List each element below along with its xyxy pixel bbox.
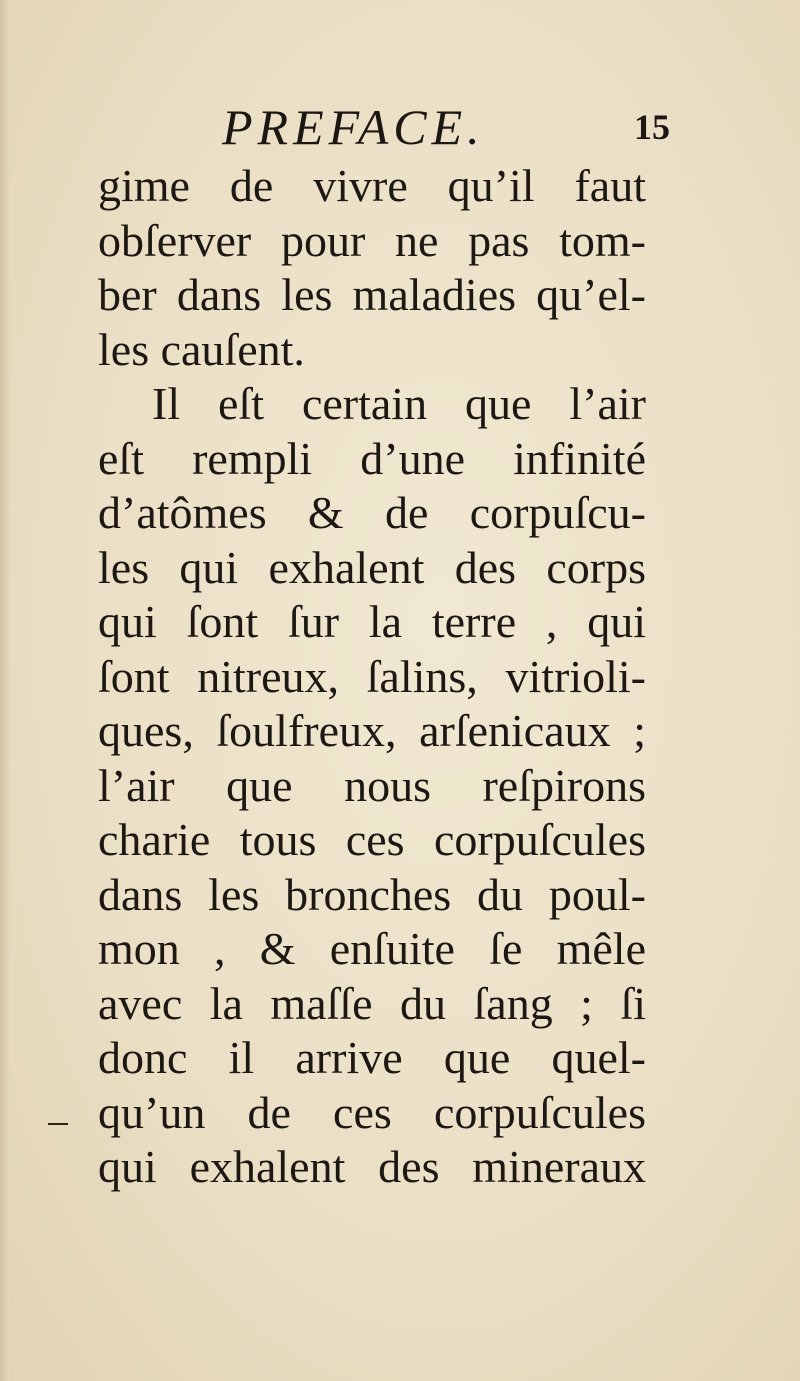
- text-line: gime de vivre qu’il faut: [98, 160, 646, 211]
- page-number: 15: [634, 107, 670, 147]
- text-line: ques, ſoulfreux, arſenicaux ;: [98, 705, 646, 756]
- paragraph-first-line: Il eſt certain que l’air: [152, 378, 646, 429]
- text-line: donc il arrive que quel-: [98, 1032, 646, 1083]
- text-line: ber dans les maladies qu’el-: [98, 269, 646, 320]
- text-line: dans les bronches du poul-: [98, 868, 646, 920]
- text-line: d’atômes & de corpuſcu-: [98, 487, 646, 538]
- running-title: PREFACE.: [222, 99, 485, 155]
- margin-mark: [48, 1123, 68, 1125]
- page-gutter: [0, 0, 10, 1381]
- text-line: ſont nitreux, ſalins, vitrioli-: [98, 650, 646, 702]
- text-line: eſt rempli d’une infinité: [98, 432, 646, 484]
- text-line: mon , & enſuite ſe mêle: [98, 923, 646, 974]
- page-header: [200, 98, 670, 158]
- text-line: charie tous ces corpuſcules: [98, 814, 646, 865]
- text-line: qui exhalent des mineraux: [98, 1141, 646, 1192]
- text-line: les qui exhalent des corps: [98, 541, 646, 593]
- text-line: obſerver pour ne pas tom-: [98, 214, 646, 266]
- text-line: l’air que nous reſpirons: [98, 759, 646, 811]
- text-line: qui ſont ſur la terre , qui: [98, 596, 646, 647]
- text-line: les cauſent.: [98, 323, 305, 375]
- text-line: qu’un de ces corpuſcules: [98, 1086, 646, 1138]
- text-line: avec la maſſe du ſang ; ſi: [98, 977, 646, 1029]
- body-text: [98, 159, 646, 1195]
